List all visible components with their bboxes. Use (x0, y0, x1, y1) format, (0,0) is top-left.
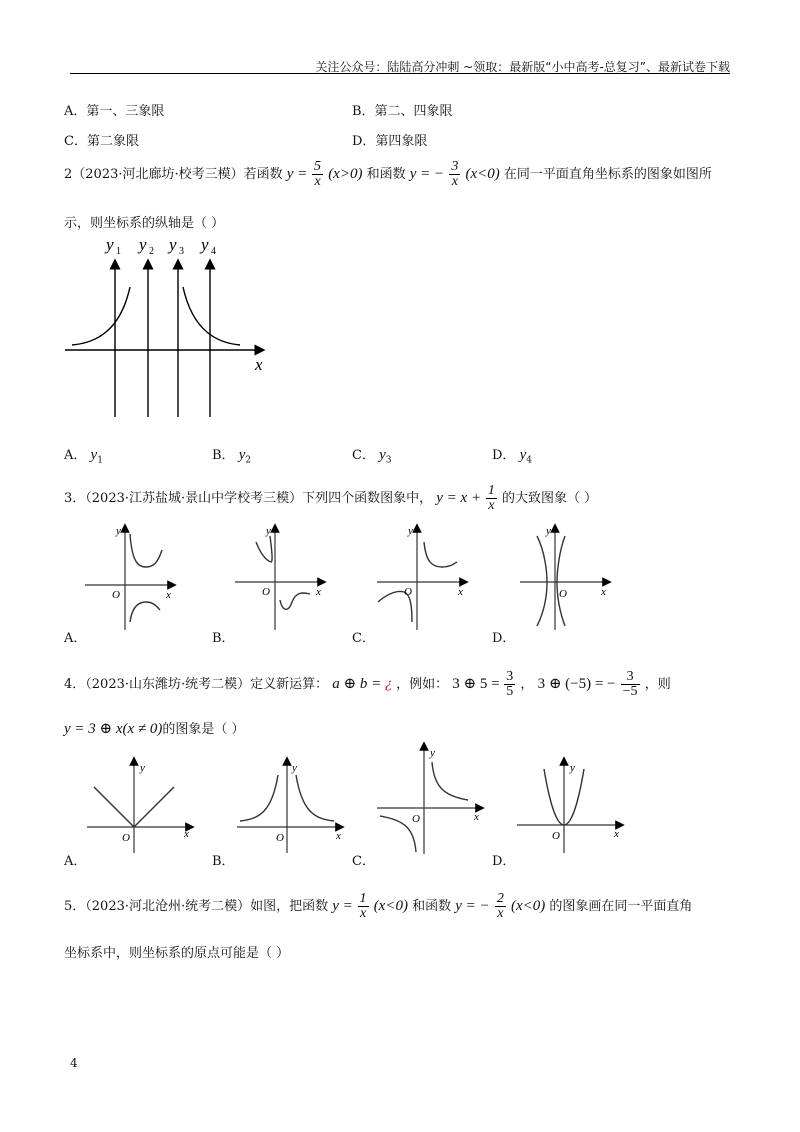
q5-prefix: 5．（2023·河北沧州·统考二模）如图，把函数 (64, 899, 329, 914)
q3-func-fraction: $\frac{1}{x}$ (487, 483, 495, 513)
q2-label-x: x (255, 355, 263, 374)
svg-text:x: x (166, 589, 171, 601)
q3-label-b: B． (212, 631, 235, 646)
svg-text:O: O (276, 832, 284, 844)
svg-text:y: y (546, 525, 551, 537)
svg-text:O: O (122, 832, 130, 844)
svg-text:y: y (570, 762, 575, 774)
q2-func2-lhs: y = − (409, 166, 445, 182)
q3-graph-a (80, 522, 180, 632)
q4-example1-lhs: 3 ⊕ 5 = (452, 676, 504, 692)
q4-prefix: 4．（2023·山东潍坊·统考二模）定义新运算： (64, 677, 329, 692)
q1-option-a: A．第一、三象限 (64, 104, 165, 119)
svg-text:x: x (336, 830, 341, 842)
q3-graph-d (515, 522, 615, 632)
page-header: 关注公众号：陆陆高分冲刺 ~领取：最新版“小中高考-总复习”、最新试卷下载 (315, 60, 730, 74)
q4-graph-d (512, 755, 627, 855)
svg-text:O: O (412, 813, 420, 825)
q1-option-d: D．第四象限 (352, 134, 428, 149)
q2-func1-cond: (x>0) (328, 166, 363, 182)
q2-func2-fraction: $\frac{3}{x}$ (451, 159, 459, 189)
q2-prefix: 2（2023·河北廊坊·校考三模）若函数 (64, 167, 283, 182)
svg-text:x: x (614, 828, 619, 840)
q4-op: a ⊕ b = (332, 676, 385, 692)
q3-suffix: 的大致图象（ ） (501, 491, 598, 506)
q2-curve-right (183, 287, 240, 345)
q1-option-b: B．第二、四象限 (352, 104, 453, 119)
svg-text:x: x (184, 828, 189, 840)
svg-text:y: y (408, 525, 413, 537)
q4-stem: 4．（2023·山东潍坊·统考二模）定义新运算： a ⊕ b = ¿ ，例如： 3 ⊕ 5 = $\frac{3}{5}$ ， 3 ⊕ (−5) = − $\frac{3}{-5}$ ，则 (64, 669, 671, 699)
q3-stem (64, 484, 597, 513)
q3-label-d: D． (492, 631, 516, 646)
q2-option-d: D． $y_4$ (492, 447, 532, 466)
svg-text:y: y (292, 762, 297, 774)
svg-text:y: y (430, 747, 435, 759)
svg-text:y: y (116, 525, 121, 537)
q2-label-y2: y (139, 235, 147, 254)
q3-graph-c (372, 522, 472, 632)
q2-stem (64, 160, 712, 189)
q2-func2-cond: (x<0) (465, 166, 500, 182)
q4-stem-line2: y = 3 ⊕ x(x ≠ 0)的图象是（ ） (64, 721, 245, 737)
q3-graph-b (230, 522, 330, 632)
svg-text:x: x (316, 586, 321, 598)
q4-graph-c (372, 742, 487, 857)
page-number: 4 (70, 1056, 78, 1070)
svg-text:2: 2 (149, 246, 154, 257)
svg-text:O: O (559, 588, 567, 600)
q4-line2-math: y = 3 ⊕ x(x ≠ 0) (64, 721, 163, 737)
svg-text:x: x (458, 586, 463, 598)
q2-label-y1: y (106, 235, 114, 254)
q2-suffix: 在同一平面直角坐标系的图象如图所 (503, 167, 712, 182)
q2-func1-fraction: $\frac{5}{x}$ (314, 159, 322, 189)
q2-curve-left (72, 287, 130, 345)
q4-label-b: B． (212, 854, 235, 869)
q4-example1-fraction: $\frac{3}{5}$ (506, 669, 514, 699)
svg-text:O: O (404, 586, 412, 598)
svg-text:x: x (474, 811, 479, 823)
q4-graph-a (82, 755, 197, 855)
q4-op-value: ¿ (384, 677, 392, 692)
q3-label-c: C． (352, 631, 375, 646)
svg-text:y: y (140, 762, 145, 774)
svg-text:x: x (601, 586, 606, 598)
q4-label-d: D． (492, 854, 516, 869)
svg-text:4: 4 (211, 246, 216, 257)
q3-prefix: 3．（2023·江苏盐城·景山中学校考三模）下列四个函数图象中， (64, 491, 433, 506)
svg-text:y: y (266, 525, 271, 537)
header-rule (70, 73, 730, 74)
q3-func-lhs: y = x + (436, 490, 485, 506)
q4-label-c: C． (352, 854, 375, 869)
svg-text:O: O (262, 586, 270, 598)
q5-func1-cond: (x<0) (373, 898, 408, 914)
q2-label-y3: y (169, 235, 177, 254)
q2-label-y4: y (201, 235, 209, 254)
q2-option-a: A． $y_1$ (64, 447, 103, 466)
q4-label-a: A． (64, 854, 87, 869)
svg-text:3: 3 (179, 246, 184, 257)
q2-func1-lhs: y = (286, 166, 312, 182)
q5-stem-line2: 坐标系中，则坐标系的原点可能是（ ） (64, 946, 290, 961)
q4-example2-fraction: $\frac{3}{-5}$ (622, 669, 638, 699)
q5-func2-fraction: $\frac{2}{x}$ (496, 891, 504, 921)
q5-func1-fraction: $\frac{1}{x}$ (359, 891, 367, 921)
q2-option-b: B． $y_2$ (212, 447, 252, 466)
q1-option-c: C．第二象限 (64, 134, 139, 149)
q2-mid: 和函数 (366, 167, 406, 182)
q5-stem: 5．（2023·河北沧州·统考二模）如图，把函数 y = $\frac{1}{x}$ (x<0) 和函数 y = − $\frac{2}{x}$ (x<0) 的图象画在同一平面直角 (64, 891, 693, 921)
q2-option-c: C． $y_3$ (352, 447, 392, 466)
q4-example2-lhs: 3 ⊕ (−5) = − (537, 676, 616, 692)
svg-text:O: O (552, 830, 560, 842)
q5-func1-lhs: y = (332, 898, 357, 914)
q5-func2-cond: (x<0) (510, 898, 546, 914)
q4-graph-b (232, 755, 347, 855)
q2-stem-line2: 示，则坐标系的纵轴是（ ） (64, 216, 225, 231)
q3-label-a: A． (64, 631, 87, 646)
q5-func2-lhs: y = − (455, 898, 490, 914)
q2-figure (60, 232, 280, 422)
svg-text:1: 1 (116, 246, 121, 257)
svg-text:O: O (112, 589, 120, 601)
